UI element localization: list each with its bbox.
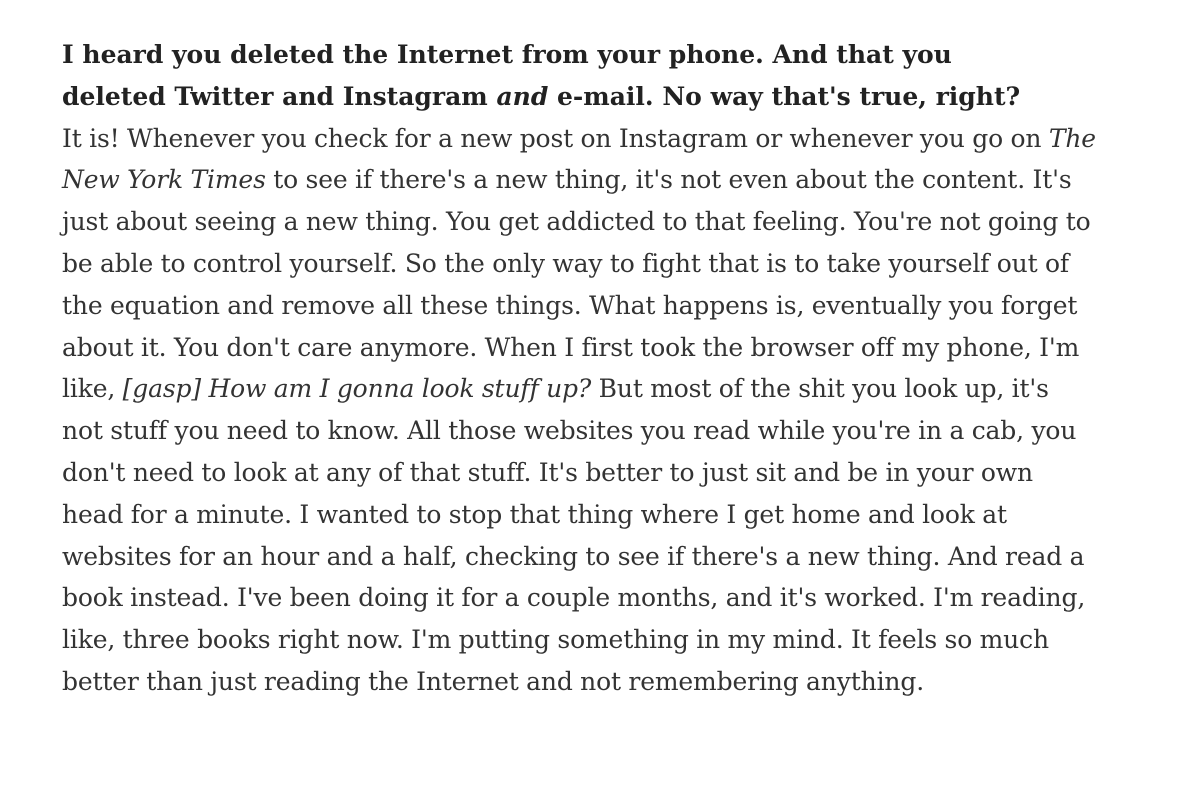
answer-line: websites for an hour and a half, checking to see if there's a new thing. And read a [62,541,1085,571]
answer-text: It is! Whenever you check for a new post on Instagram or whenever you go on [62,123,1049,153]
answer-text: like, [62,374,123,404]
question-line [62,76,1172,118]
answer-line: book instead. I've been doing it for a couple months, and it's worked. I'm reading, [62,583,1086,613]
answer-line [62,159,1172,201]
answer-line: about it. You don't care anymore. When I first took the browser off my phone, I'm [62,332,1080,362]
answer-line: not stuff you need to know. All those websites you read while you're in a cab, you [62,416,1077,446]
interview-excerpt [62,34,1172,703]
interview-answer [62,118,1172,703]
answer-emphasis: [gasp] How am I gonna look stuff up? [122,374,592,404]
question-emphasis: and [496,81,549,111]
question-line [62,34,1172,76]
question-text: deleted Twitter and Instagram [62,81,497,111]
answer-line: be able to control yourself. So the only way to fight that is to take yourself out of [62,248,1070,278]
answer-line: better than just reading the Internet and not remembering anything. [62,666,925,696]
publication-title-part: The [1048,123,1096,153]
answer-line [62,368,1172,410]
answer-line: don't need to look at any of that stuff. It's better to just sit and be in your own [62,457,1033,487]
answer-line: like, three books right now. I'm putting something in my mind. It feels so much [62,625,1049,655]
answer-text: But most of the shit you look up, it's [591,374,1049,404]
answer-line [62,118,1172,160]
answer-line: the equation and remove all these things. What happens is, eventually you forget [62,290,1078,320]
question-text: I heard you deleted the Internet from your phone. And that you [62,40,952,69]
answer-line: head for a minute. I wanted to stop that thing where I get home and look at [62,499,1007,529]
answer-line: just about seeing a new thing. You get addicted to that feeling. You're not going to [62,207,1091,237]
question-text: e-mail. No way that's true, right? [548,81,1021,111]
interview-question [62,34,1172,118]
answer-text: to see if there's a new thing, it's not even about the content. It's [265,165,1072,195]
publication-title-part: New York Times [62,165,266,195]
